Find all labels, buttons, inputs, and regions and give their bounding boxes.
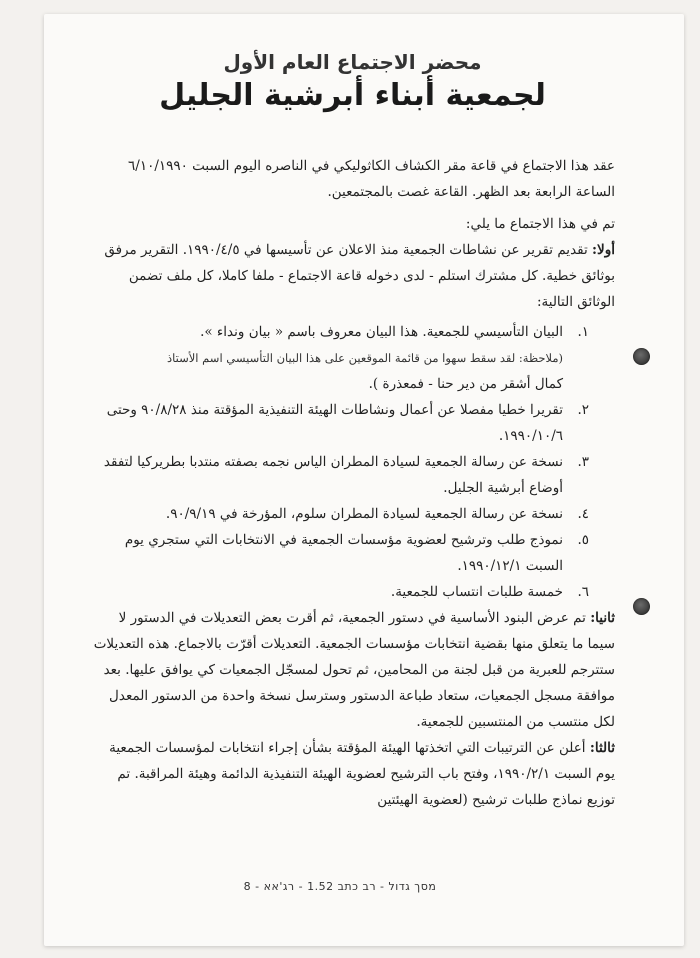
section-first-text: تقديم تقرير عن نشاطات الجمعية منذ الاعلان عن تأسيسها في ١٩٩٠/٤/٥. التقرير مرفق بوثائق خطية. كل مشترك استلم - لدى دخوله قاعة الاجتماع - ملفا كاملا، كل ملف تضمن الوثائق التالية: [104,242,615,310]
list-item-number: ٢. [577,402,589,418]
list-item [90,527,589,579]
punch-hole [633,598,650,615]
list-item-text: نسخة عن رسالة الجمعية لسيادة المطران سلوم، المؤرخة في ٩٠/٩/١٩. [165,506,563,522]
documents-list [90,319,589,605]
list-item-text: نسخة عن رسالة الجمعية لسيادة المطران الياس نجمه بصفته منتدبا بطريركيا لتفقد أوضاع أبرشية الجليل. [103,454,563,496]
intro-paragraph: عقد هذا الاجتماع في قاعة مقر الكشاف الكاثوليكي في الناصره اليوم السبت ٦/١٠/١٩٩٠ الساعة الرابعة بعد الظهر. القاعة غصت بالمجتمعين. [128,158,615,200]
section-third-text: أعلن عن الترتيبات التي اتخذتها الهيئة المؤقتة بشأن إجراء انتخابات لمؤسسات الجمعية يوم السبت ١٩٩٠/٢/١، وفتح باب الترشيح لعضوية الهيئة التنفيذية الدائمة وهيئة المراقبة. تم توزيع نماذج طلبات ترشيح (لعضوية الهيئتين [109,740,615,808]
list-item [90,579,589,605]
section-first [90,237,615,315]
list-item [90,449,589,501]
section-second-text: تم عرض البنود الأساسية في دستور الجمعية، ثم أقرت بعض التعديلات في الدستور لا سيما ما يتعلق منها بقضية انتخابات مؤسسات الجمعية. التعديلات أقرّت بالاجماع. هذه التعديلات ستترجم للعبرية من قبل لجنة من المحامين، ثم تحول لمسجّل الجمعيات كي يوافق عليها. بعد موافقة مسجل الجمعيات، ستعاد طباعة الدستور وسترسل نسخة واحدة من الدستور المعدل لكل منتسب من المنتسبين للجمعية. [93,610,615,730]
list-item-text: تقريرا خطيا مفصلا عن أعمال ونشاطات الهيئة التنفيذية المؤقتة منذ ٩٠/٨/٢٨ وحتى ١٩٩٠/١٠/٦. [106,402,563,444]
section-third [90,735,615,813]
list-item-number: ٣. [577,454,589,470]
document-body [90,50,615,920]
punch-hole [633,348,650,365]
list-item-text: البيان التأسيسي للجمعية. هذا البيان معروف باسم « بيان ونداء ». [200,324,563,340]
list-item-note-end: كمال أشقر من دير حنا - فمعذرة ). [368,376,563,392]
list-item-body [90,319,563,397]
agenda-intro: تم في هذا الاجتماع ما يلي: [465,216,615,232]
list-item-number: ٤. [577,506,589,522]
document-title-line2: لجمعية أبناء أبرشية الجليل [159,78,546,113]
list-item [90,397,589,449]
list-item-number: ٥. [577,532,589,548]
section-second-label: ثانيا: [590,610,615,626]
section-third-label: ثالثا: [589,740,615,756]
list-item-note: (ملاحظة: لقد سقط سهوا من قائمة الموقعين على هذا البيان التأسيسي اسم الأستاذ [167,351,563,365]
list-item-text: نموذج طلب وترشيح لعضوية مؤسسات الجمعية في الانتخابات التي ستجري يوم السبت ١٩٩٠/١٢/١. [124,532,563,574]
document-title-line1: محضر الاجتماع العام الأول [223,50,482,74]
section-first-label: أولا: [592,242,615,258]
list-item-number: ٦. [577,584,589,600]
archive-footer: מסך גדול - רב כתב 1.52 - רג'אא - 8 [243,880,437,893]
section-second [90,605,615,735]
list-item-number: ١. [577,324,589,340]
list-item-text: خمسة طلبات انتساب للجمعية. [390,584,563,600]
list-item [90,319,589,397]
list-item [90,501,589,527]
